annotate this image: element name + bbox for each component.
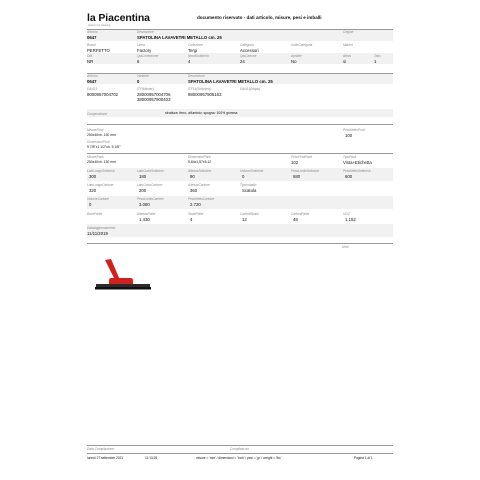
label-altezza-sottoimb: AltezzaSottoimb	[188, 169, 212, 173]
label-volume-sottoimb: VolumeSottoimb	[240, 169, 264, 173]
value-udc: 1.152	[345, 217, 356, 222]
label-om: OM	[87, 54, 93, 58]
label-altezza-cartone: AltezzaCartone	[188, 183, 210, 187]
label-udc: UDC	[343, 212, 350, 216]
label-peso-netto-prod: PesoNettoProd	[343, 128, 365, 132]
value-itf-master: 28000957004706	[137, 91, 171, 97]
value-nrord-sottoimb: 4	[188, 58, 191, 64]
label-articolo-2: Articolo	[87, 74, 98, 78]
value-om: NR	[87, 58, 94, 64]
value-misure-pack: 250x40xh. 130 mm	[87, 159, 116, 164]
value-composizione: struttura: ferro, alluminio; spugna: 100% gomma	[165, 110, 238, 115]
footer-date: lunedì 27 settembre 2021	[87, 456, 124, 460]
product-sheet	[87, 12, 393, 467]
value-misure-prod: 250x40xh. 130 mm	[87, 132, 116, 137]
row-shade	[87, 224, 393, 237]
value-lato-corto-sottoimb: 180	[139, 174, 147, 179]
value-data-aggiornamento: 11/11/2019	[87, 231, 108, 236]
label-lato-corto-sottoimb: LatoCortoSottoimb	[137, 169, 164, 173]
value-peso-netto-sottoimb: 600	[345, 174, 353, 179]
value-descrizione: SPATOLINA LAVAVETRI METALLO cm. 25	[137, 34, 222, 40]
label-peso-netto-cartone: PesoNettoCartone	[188, 197, 215, 201]
footer-page-number: Pagina 1 di 1	[354, 456, 373, 460]
value-dimensioni-pack: 9,84x1,57x5,12	[188, 159, 212, 164]
value-linea: Factory	[137, 47, 152, 53]
value-peso-prod-pack: 102	[291, 159, 299, 165]
divider	[87, 153, 393, 154]
label-tipo-pack: TipoPack	[343, 155, 357, 159]
label-volume-cartone: VolumeCartone	[87, 197, 110, 201]
label-peso-lordo-sottoimb: PesoLordoSottoimb	[291, 169, 319, 173]
label-note: Note	[342, 245, 349, 249]
value-apribile: No	[291, 58, 297, 64]
divider	[87, 453, 393, 454]
label-variante: Variante	[137, 74, 149, 78]
label-composizione: Composizione	[87, 112, 108, 116]
label-cartoni-strato: CartoniStrato	[240, 212, 259, 216]
value-itf-extra: 38000957900403	[137, 96, 171, 102]
label-peso-lordo-cartone: PesoLordoCartone	[137, 197, 164, 201]
value-articolo: 0647	[87, 34, 97, 40]
label-altezza-pallet: AltezzaPallet	[137, 212, 156, 216]
label-descrizione-2: Descrizione	[188, 74, 205, 78]
value-ean13: 8000957004702	[87, 91, 119, 97]
value-articolo-2: 0647	[87, 78, 97, 84]
label-peso-prod-pack: PesoProdPack	[291, 155, 313, 159]
value-altezza-pallet: 1.430	[139, 217, 150, 222]
label-collezione: Collezione	[188, 43, 203, 47]
squeegee-channel	[96, 284, 150, 287]
value-brand: PERFETTO	[87, 47, 110, 53]
label-itf-master: ITF(Master)	[137, 87, 154, 91]
footer-time: 11:13:25	[145, 456, 158, 460]
label-market: Market	[343, 43, 353, 47]
value-peso-netto-cartone: 2.720	[190, 202, 201, 207]
label-lato-lungo-sottoimb: LatoLungoSottoimb	[87, 169, 115, 173]
label-base-pallet: BasePallet	[87, 212, 103, 216]
value-qta-cartone: 24	[240, 58, 245, 64]
value-dimensioni-prod: 9 7/8"x1 1/2"xh. 5 1/8"	[87, 144, 121, 149]
value-cartoni-pallet: 48	[293, 217, 298, 222]
label-misure-prod: MisureProd	[87, 128, 104, 132]
value-variante: 0	[137, 78, 140, 84]
value-altezza-sottoimb: 90	[190, 174, 195, 179]
row-shade	[87, 109, 393, 117]
label-categoria: Categoria	[240, 43, 254, 47]
value-qta-confezione: 6	[137, 58, 140, 64]
label-attivo: Attivo	[343, 54, 351, 58]
value-peso-lordo-cartone: 3.080	[139, 202, 150, 207]
value-volume-sottoimb: 0	[242, 174, 245, 179]
label-ean13-mapo: EAN13(Mapo)	[240, 87, 261, 91]
label-origine: Origine	[343, 30, 354, 34]
value-peso-netto-prod: 100	[345, 132, 353, 138]
value-lato-lungo-cartone: 320	[89, 188, 97, 193]
value-tabs: 1	[374, 58, 377, 64]
label-sottocategoria: SottoCategoria	[291, 43, 313, 47]
label-qta-cartone: QtaCartone	[240, 54, 257, 58]
value-lato-lungo-sottoimb: 300	[89, 174, 97, 179]
footer-units-legend: misure = 'mm' / dimensioni = 'inch' / pesi = 'gr' / weight = 'lbs'	[196, 456, 282, 460]
squeegee-handle	[105, 259, 120, 280]
label-misure-pack: MisurePack	[87, 155, 104, 159]
label-compilato-da: Compilato da	[230, 447, 249, 451]
label-articolo: Articolo	[87, 30, 98, 34]
squeegee-yoke	[109, 278, 133, 284]
product-image-squeegee	[91, 256, 153, 296]
label-data-aggiornamento: DataAggiornamento	[87, 226, 116, 230]
value-altezza-cartone: 360	[190, 188, 198, 193]
document-title: documento riservato - dati articolo, misure, pesi e imballi	[197, 15, 322, 20]
label-brand: Brand	[87, 43, 96, 47]
value-tipo-imballo: Scatola	[242, 188, 257, 193]
label-lato-lungo-cartone: LatoLungoCartone	[87, 183, 114, 187]
divider	[87, 243, 393, 244]
squeegee-blade	[95, 287, 151, 290]
value-descrizione-2: SPATOLINA LAVAVETRI METALLO cm. 25	[188, 78, 273, 84]
label-cartoni-pallet: CartoniPallet	[291, 212, 310, 216]
value-volume-cartone: 0	[89, 202, 92, 207]
label-tabs: Tabs	[374, 54, 381, 58]
label-dimensioni-prod: DimensioniProd	[87, 140, 110, 144]
value-attivo: si	[343, 58, 347, 64]
label-peso-netto-sottoimb: PesoNettoSottoimb	[343, 169, 371, 173]
divider	[87, 445, 393, 446]
value-lato-corto-cartone: 200	[139, 188, 147, 193]
value-itf14: 98000957905163	[188, 91, 222, 97]
value-tipo-pack: Vista+Etichetta	[343, 159, 372, 165]
brand-tagline: passion for cleaning	[88, 24, 111, 27]
value-categoria: Accessori	[240, 47, 259, 53]
value-collezione: Tergi	[188, 47, 198, 53]
value-cartoni-strato: 12	[242, 217, 247, 222]
row-shade	[87, 196, 393, 209]
label-strati-pallet: StratiPallet	[188, 212, 204, 216]
divider	[87, 124, 393, 125]
label-data-compilazione: Data Compilazione	[87, 447, 114, 451]
value-strati-pallet: 4	[190, 217, 193, 222]
label-itf14: ITF14(Sottoimb)	[188, 87, 212, 91]
brand-logo: la Piacentina	[87, 12, 150, 24]
value-peso-lordo-sottoimb: 680	[293, 174, 301, 179]
label-ean13: EAN13	[87, 87, 98, 91]
label-dimensioni-pack: DimensioniPack	[188, 155, 211, 159]
label-linea: Linea	[137, 43, 145, 47]
label-nrord-sottoimb: NrordSottoImb	[188, 54, 209, 58]
label-descrizione: Descrizione	[137, 30, 154, 34]
label-qta-confezione: QtaConfezione	[137, 54, 159, 58]
label-lato-corto-cartone: LatoCortoCartone	[137, 183, 163, 187]
label-tipo-imballo: TipoImballo	[240, 183, 257, 187]
label-apribile: Apribile	[291, 54, 302, 58]
